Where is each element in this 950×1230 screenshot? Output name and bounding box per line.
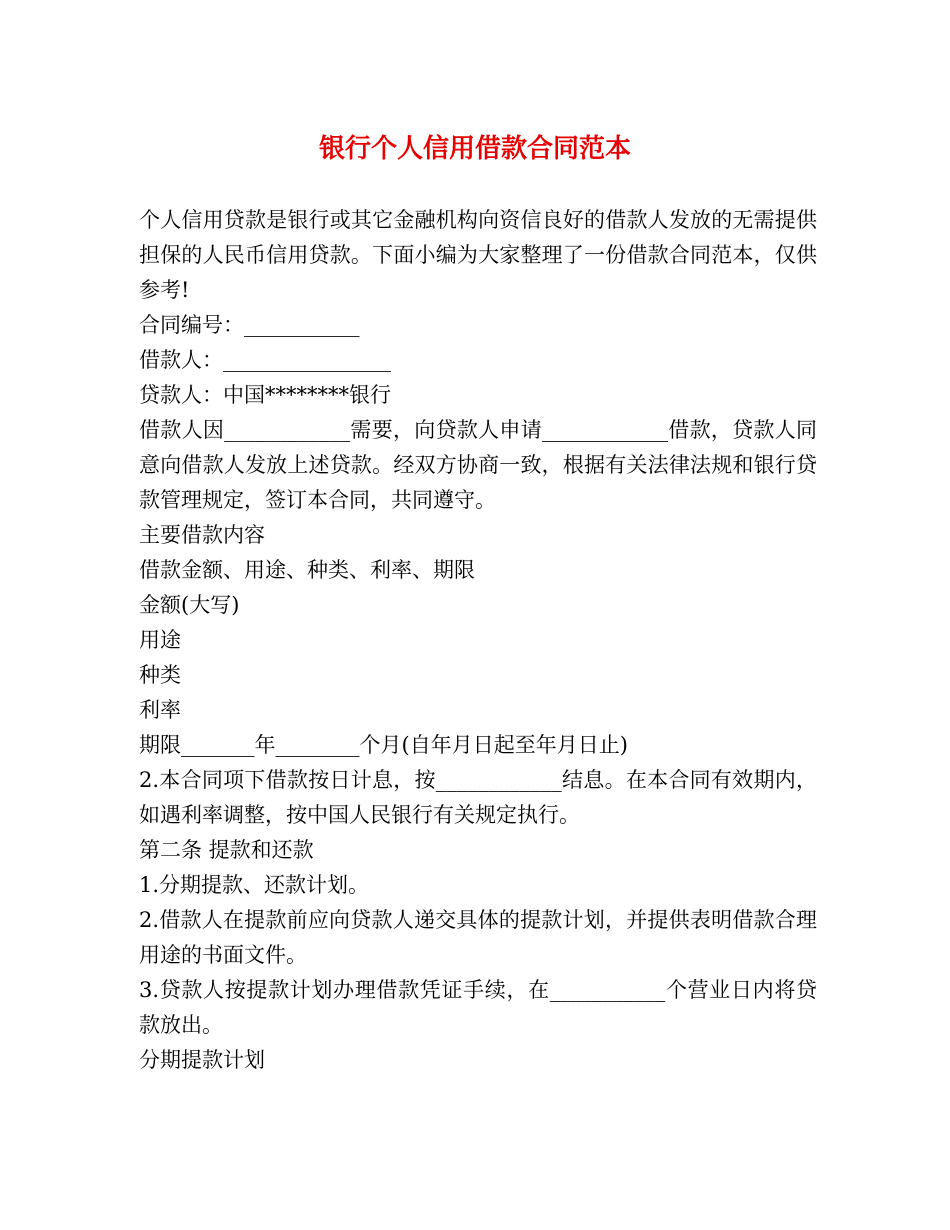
preamble-paragraph: 借款人因____________需要，向贷款人申请____________借款，贷款人同意向借款人发放上述贷款。经双方协商一致，根据有关法律法规和银行贷款管理规定，签订本合同，共同遵守。: [139, 418, 817, 512]
loan-items-line: 借款金额、用途、种类、利率、期限: [139, 558, 475, 582]
rate-line: 利率: [139, 698, 181, 722]
contract-number-line: 合同编号：___________: [139, 313, 360, 337]
clause-2: 2.借款人在提款前应向贷款人递交具体的提款计划，并提供表明借款合理用途的书面文件。: [139, 908, 817, 967]
term-line: 期限_______年________个月(自年月日起至年月日止): [139, 733, 628, 757]
amount-line: 金额(大写): [139, 593, 240, 617]
document-title: 银行个人信用借款合同范本: [318, 134, 631, 164]
purpose-line: 用途: [139, 628, 181, 652]
installment-plan-heading: 分期提款计划: [139, 1048, 265, 1072]
document-body: [139, 203, 817, 1078]
clause-1: 1.分期提款、还款计划。: [139, 873, 370, 897]
interest-clause: 2.本合同项下借款按日计息，按____________结息。在本合同有效期内，如遇利率调整，按中国人民银行有关规定执行。: [139, 768, 817, 827]
clause-3: 3.贷款人按提款计划办理借款凭证手续，在___________个营业日内将贷款放出。: [139, 978, 817, 1037]
intro-paragraph: 个人信用贷款是银行或其它金融机构向资信良好的借款人发放的无需提供担保的人民币信用贷款。下面小编为大家整理了一份借款合同范本，仅供参考!: [139, 208, 817, 302]
lender-line: 贷款人：中国********银行: [139, 383, 391, 407]
borrower-line: 借款人：________________: [139, 348, 391, 372]
section-heading-loan-content: 主要借款内容: [139, 523, 265, 547]
article-two-heading: 第二条 提款和还款: [139, 838, 314, 862]
type-line: 种类: [139, 663, 181, 687]
